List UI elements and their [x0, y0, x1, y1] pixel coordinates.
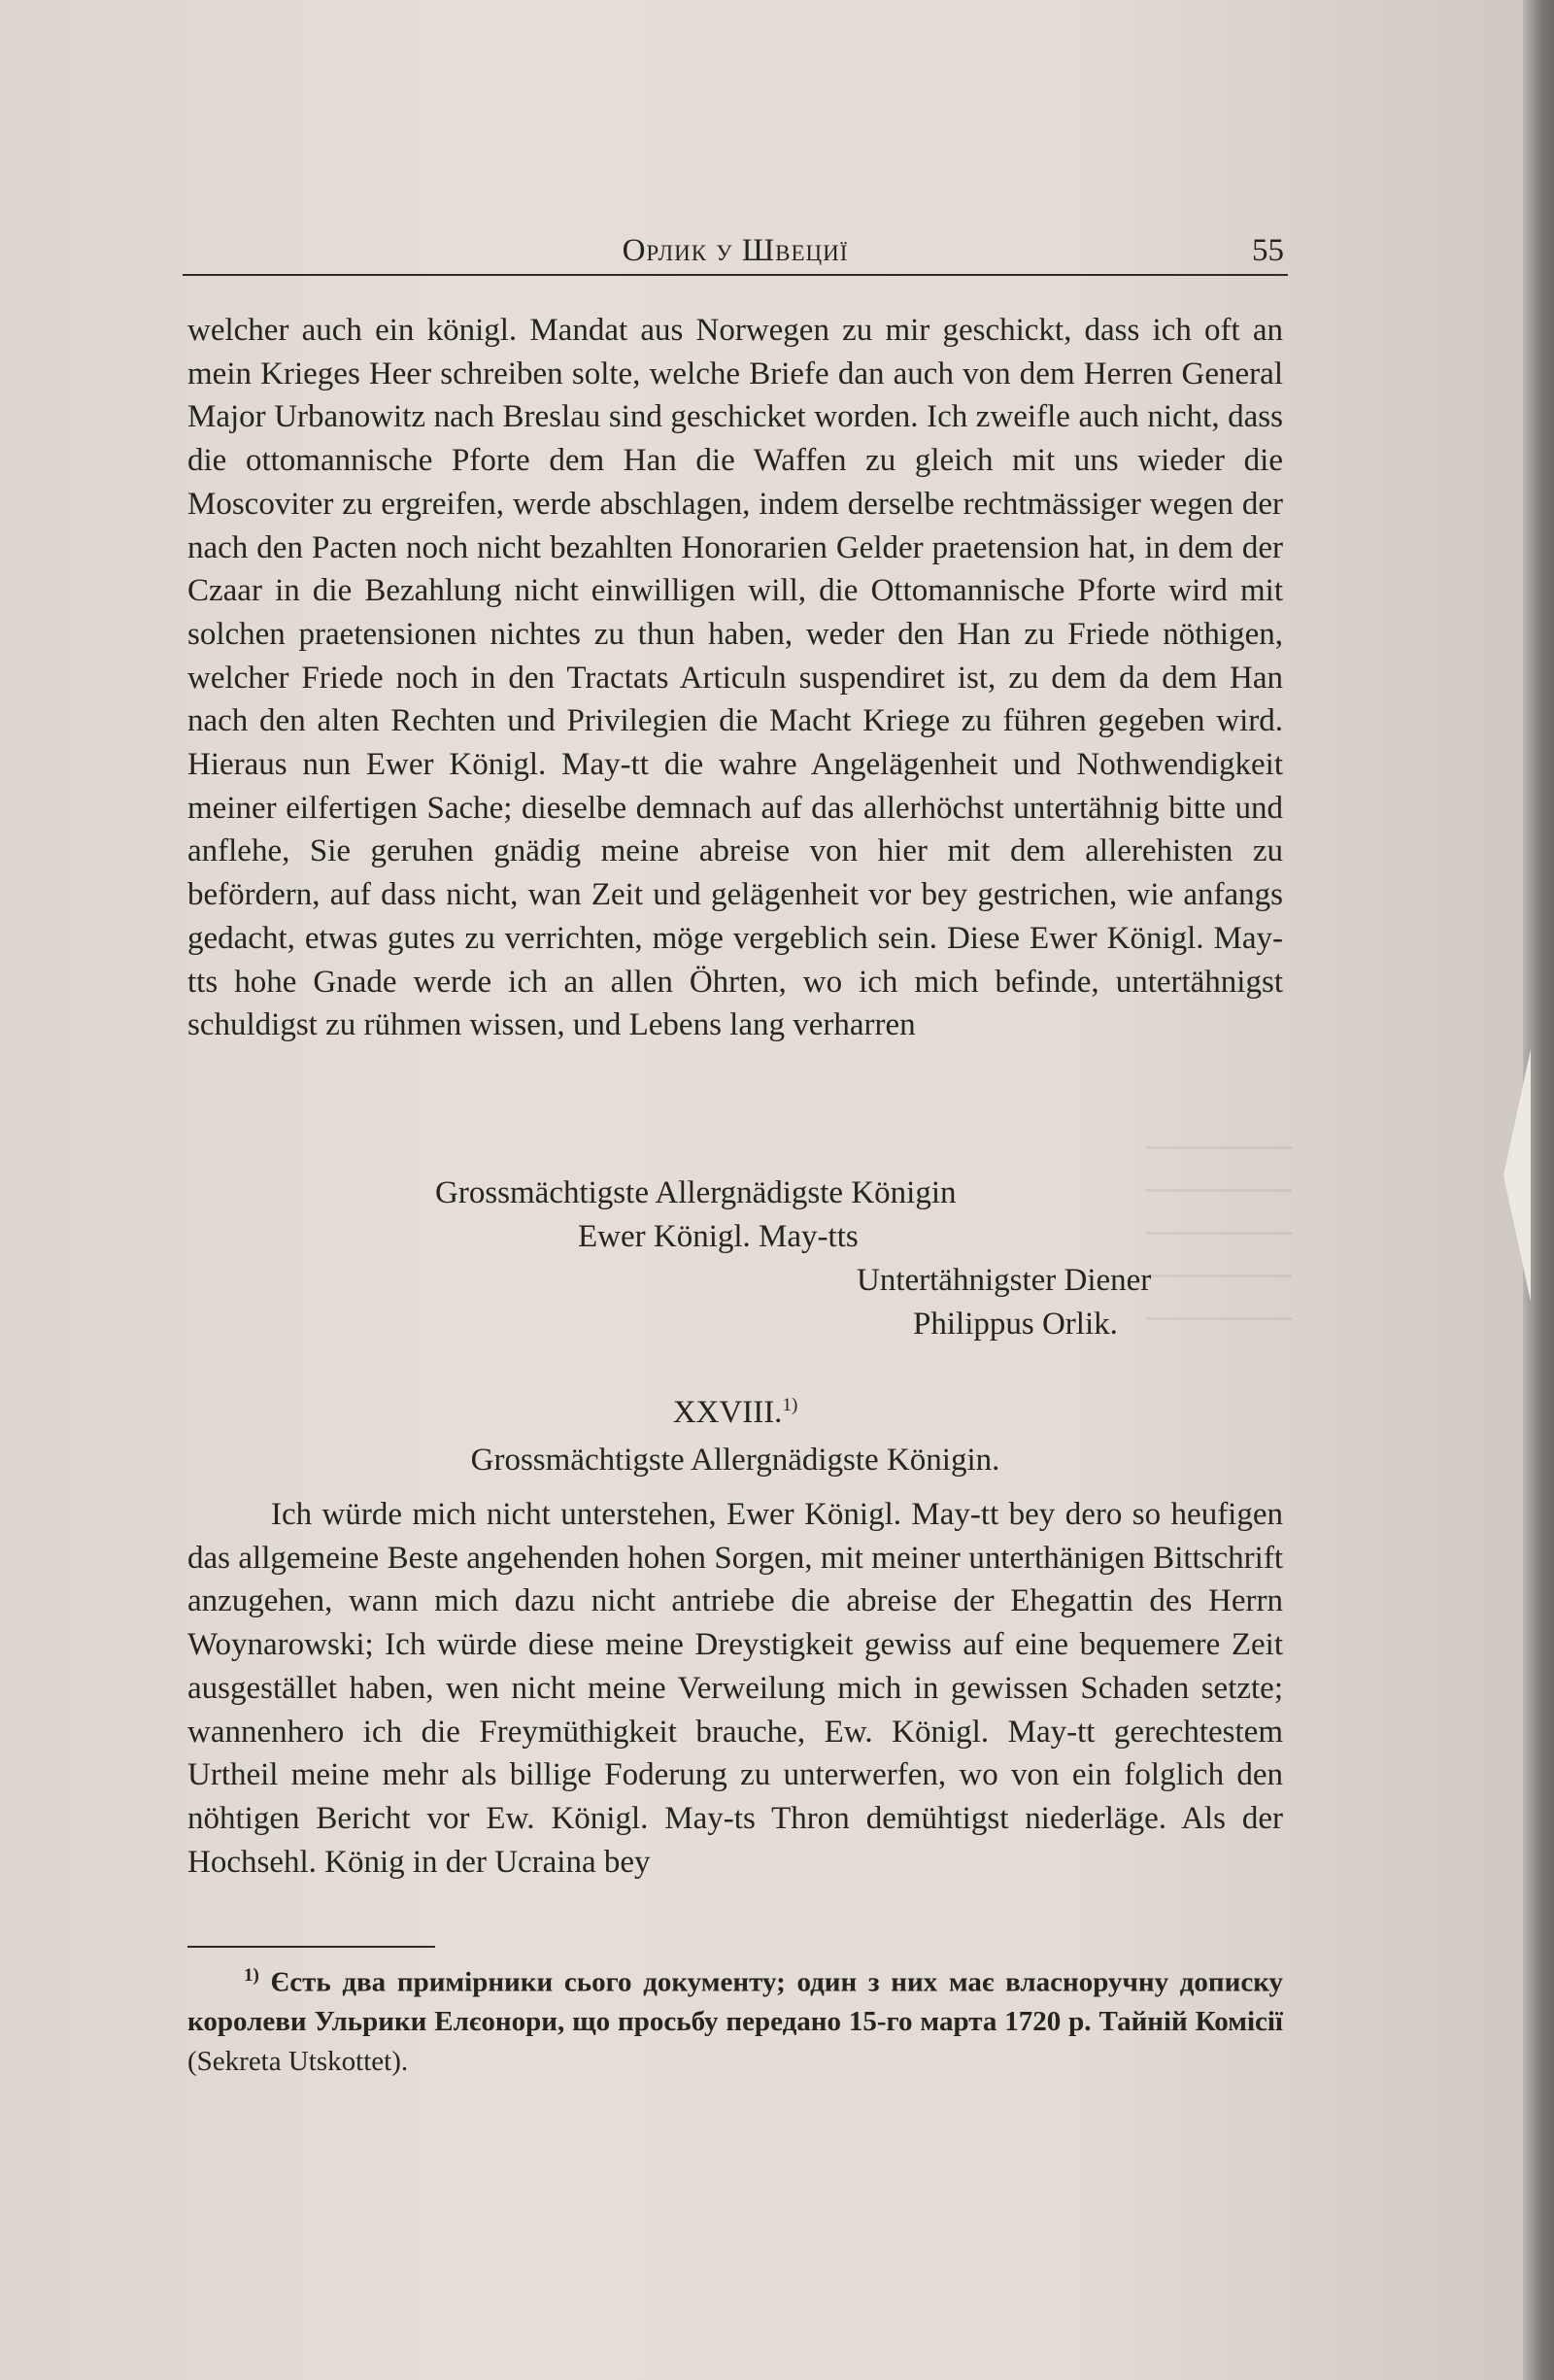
closing-servant: Untertähnigster Diener: [857, 1263, 1152, 1298]
body-paragraph-1: [187, 309, 1283, 1047]
section-number: XXVIII.: [672, 1395, 783, 1430]
page-number: 55: [1252, 233, 1284, 268]
running-head: [183, 233, 1288, 276]
footnote-rule: [187, 1946, 435, 1948]
section-heading: [187, 1384, 1283, 1435]
footnote: [187, 1956, 1283, 2081]
signature-name: Philippus Orlik.: [913, 1307, 1118, 1342]
body-paragraph-2: [187, 1493, 1283, 1884]
footnote-mark: 1): [244, 1965, 259, 1986]
closing-salutation: Grossmächtigste Allergnädigste Königin: [435, 1175, 957, 1210]
salutation: Grossmächtigste Allergnädigste Königin.: [470, 1443, 1000, 1478]
paragraph-text: Ich würde mich nicht unterstehen, Ewer Königl. May-tt bey dero so heufigen das allgemeine Beste angehenden hohen Sorgen, mit meiner unterthänigen Bittschrift anzugehen, wann mich dazu nicht antriebe die abreise der Ehegattin des Herrn Woynarowski; Ich würde diese meine Dreystigkeit gewiss auf eine bequemere Zeit ausgestället haben, wen nicht meine Verweilung mich in gewissen Schaden setzte; wannenhero ich die Freymüthigkeit brauche, Ew. Königl. May-tt gerechtestem Urtheil meine mehr als billige Foderung zu unterwerfen, wo von ein folglich den nöhtigen Bericht vor Ew. Königl. May-ts Thron demühtigst niederläge. Als der Hochsehl. König in der Ucraina bey: [187, 1497, 1283, 1880]
show-through-artifact: [1146, 1146, 1292, 1341]
footnote-reference: 1): [782, 1395, 798, 1415]
footnote-text: Єсть два примірники сього документу; один з них має власноручну дописку королеви Ульрики Елєонори, що просьбу передано 15-го марта 1720 р. Тайній Комісії: [187, 1966, 1284, 2038]
closing-address: Ewer Königl. May-tts: [578, 1219, 859, 1254]
paragraph-text: welcher auch ein königl. Mandat aus Norwegen zu mir geschickt, dass ich oft an mein Krieges Heer schreiben solte, welche Briefe dan auch von dem Herren General Major Urbanowitz nach Breslau sind geschicket worden. Ich zweifle auch nicht, dass die ottomannische Pforte dem Han die Waffen zu gleich mit uns wieder die Moscoviter zu ergreifen, werde abschlagen, indem derselbe rechtmässiger wegen der nach den Pacten noch nicht bezahlten Honorarien Gelder praetension hat, in dem der Czaar in die Bezahlung nicht einwilligen will, die Ottomannische Pforte wird mit solchen praetensionen nichtes zu thun haben, weder den Han zu Friede nöthigen, welcher Friede noch in den Tractats Articuln suspendiret ist, zu dem da dem Han nach den alten Rechten und Privilegien die Macht Kriege zu führen gegeben wird. Hieraus nun Ewer Königl. May-tt die wahre Angelägenheit und Nothwendigkeit meiner eilfertigen Sache; dieselbe demnach auf das allerhöchst untertähnig bitte und anflehe, Sie geruhen gnädig meine abreise von hier mit dem allerehisten zu befördern, auf dass nicht, wan Zeit und gelägenheit vor bey gestrichen, wie anfangs gedacht, etwas gutes zu verrichten, möge vergeblich sein. Diese Ewer Königl. May-tts hohe Gnade werde ich an allen Öhrten, wo ich mich befinde, untertähnigst schuldigst zu rühmen wissen, und Lebens lang verharren: [187, 313, 1283, 1043]
footnote-latin-text: (Sekreta Utskottet).: [187, 2045, 409, 2077]
running-title: Орлик у Швециї: [622, 233, 849, 268]
